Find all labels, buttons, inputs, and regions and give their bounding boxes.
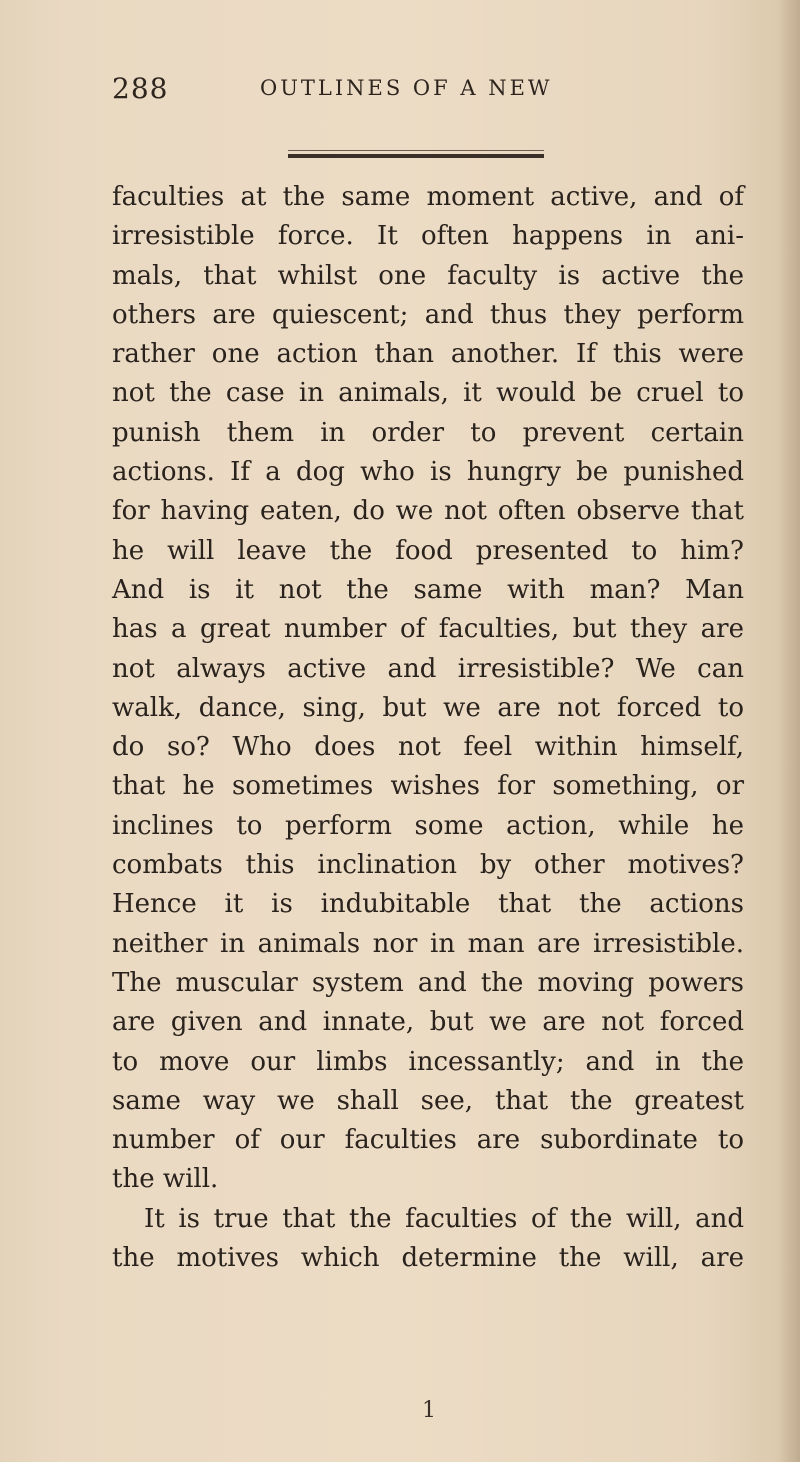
page-edge-shadow — [778, 0, 800, 1462]
running-head — [0, 72, 800, 112]
text-line: the will. — [112, 1164, 219, 1195]
text-line: has a great number of faculties, but they are — [112, 614, 744, 645]
text-line: are given and innate, but we are not forced — [112, 1007, 744, 1038]
header-rule-thin — [288, 150, 544, 151]
header-rule — [288, 154, 544, 158]
text-line: irresistible force. It often happens in ani- — [112, 221, 744, 252]
text-line: that he sometimes wishes for something, or — [112, 771, 744, 802]
text-line: the motives which determine the will, are — [112, 1243, 744, 1274]
text-line: combats this inclination by other motives? — [112, 850, 744, 881]
text-line: actions. If a dog who is hungry be punished — [112, 457, 744, 488]
text-line: neither in animals nor in man are irresistible. — [112, 928, 744, 959]
text-line: do so? Who does not feel within himself, — [112, 732, 744, 763]
text-line: faculties at the same moment active, and of — [112, 182, 744, 212]
text-line: number of our faculties are subordinate to — [112, 1125, 744, 1156]
text-line: Hence it is indubitable that the actions — [112, 889, 744, 920]
text-line: The muscular system and the moving powers — [112, 967, 744, 998]
text-line: for having eaten, do we not often observe that — [112, 496, 744, 527]
text-line: to move our limbs incessantly; and in the — [112, 1046, 744, 1077]
text-line: same way we shall see, that the greatest — [112, 1085, 744, 1116]
signature-mark: 1 — [422, 1398, 436, 1423]
page-number: 288 — [112, 72, 169, 105]
running-title: OUTLINES OF A NEW — [260, 76, 553, 100]
text-line: inclines to perform some action, while he — [112, 810, 744, 841]
text-line: not always active and irresistible? We can — [112, 653, 744, 684]
text-line: punish them in order to prevent certain — [112, 417, 744, 448]
text-line: not the case in animals, it would be cruel to — [112, 378, 744, 409]
text-line: he will leave the food presented to him? — [112, 535, 744, 566]
text-line: walk, dance, sing, but we are not forced to — [112, 692, 744, 723]
text-line: rather one action than another. If this were — [112, 339, 744, 370]
text-line: mals, that whilst one faculty is active the — [112, 260, 744, 291]
text-line: others are quiescent; and thus they perform — [112, 299, 744, 330]
text-line-paragraph-start: It is true that the faculties of the will, and — [144, 1203, 744, 1234]
body-text — [112, 178, 744, 1278]
text-line: And is it not the same with man? Man — [112, 574, 744, 605]
